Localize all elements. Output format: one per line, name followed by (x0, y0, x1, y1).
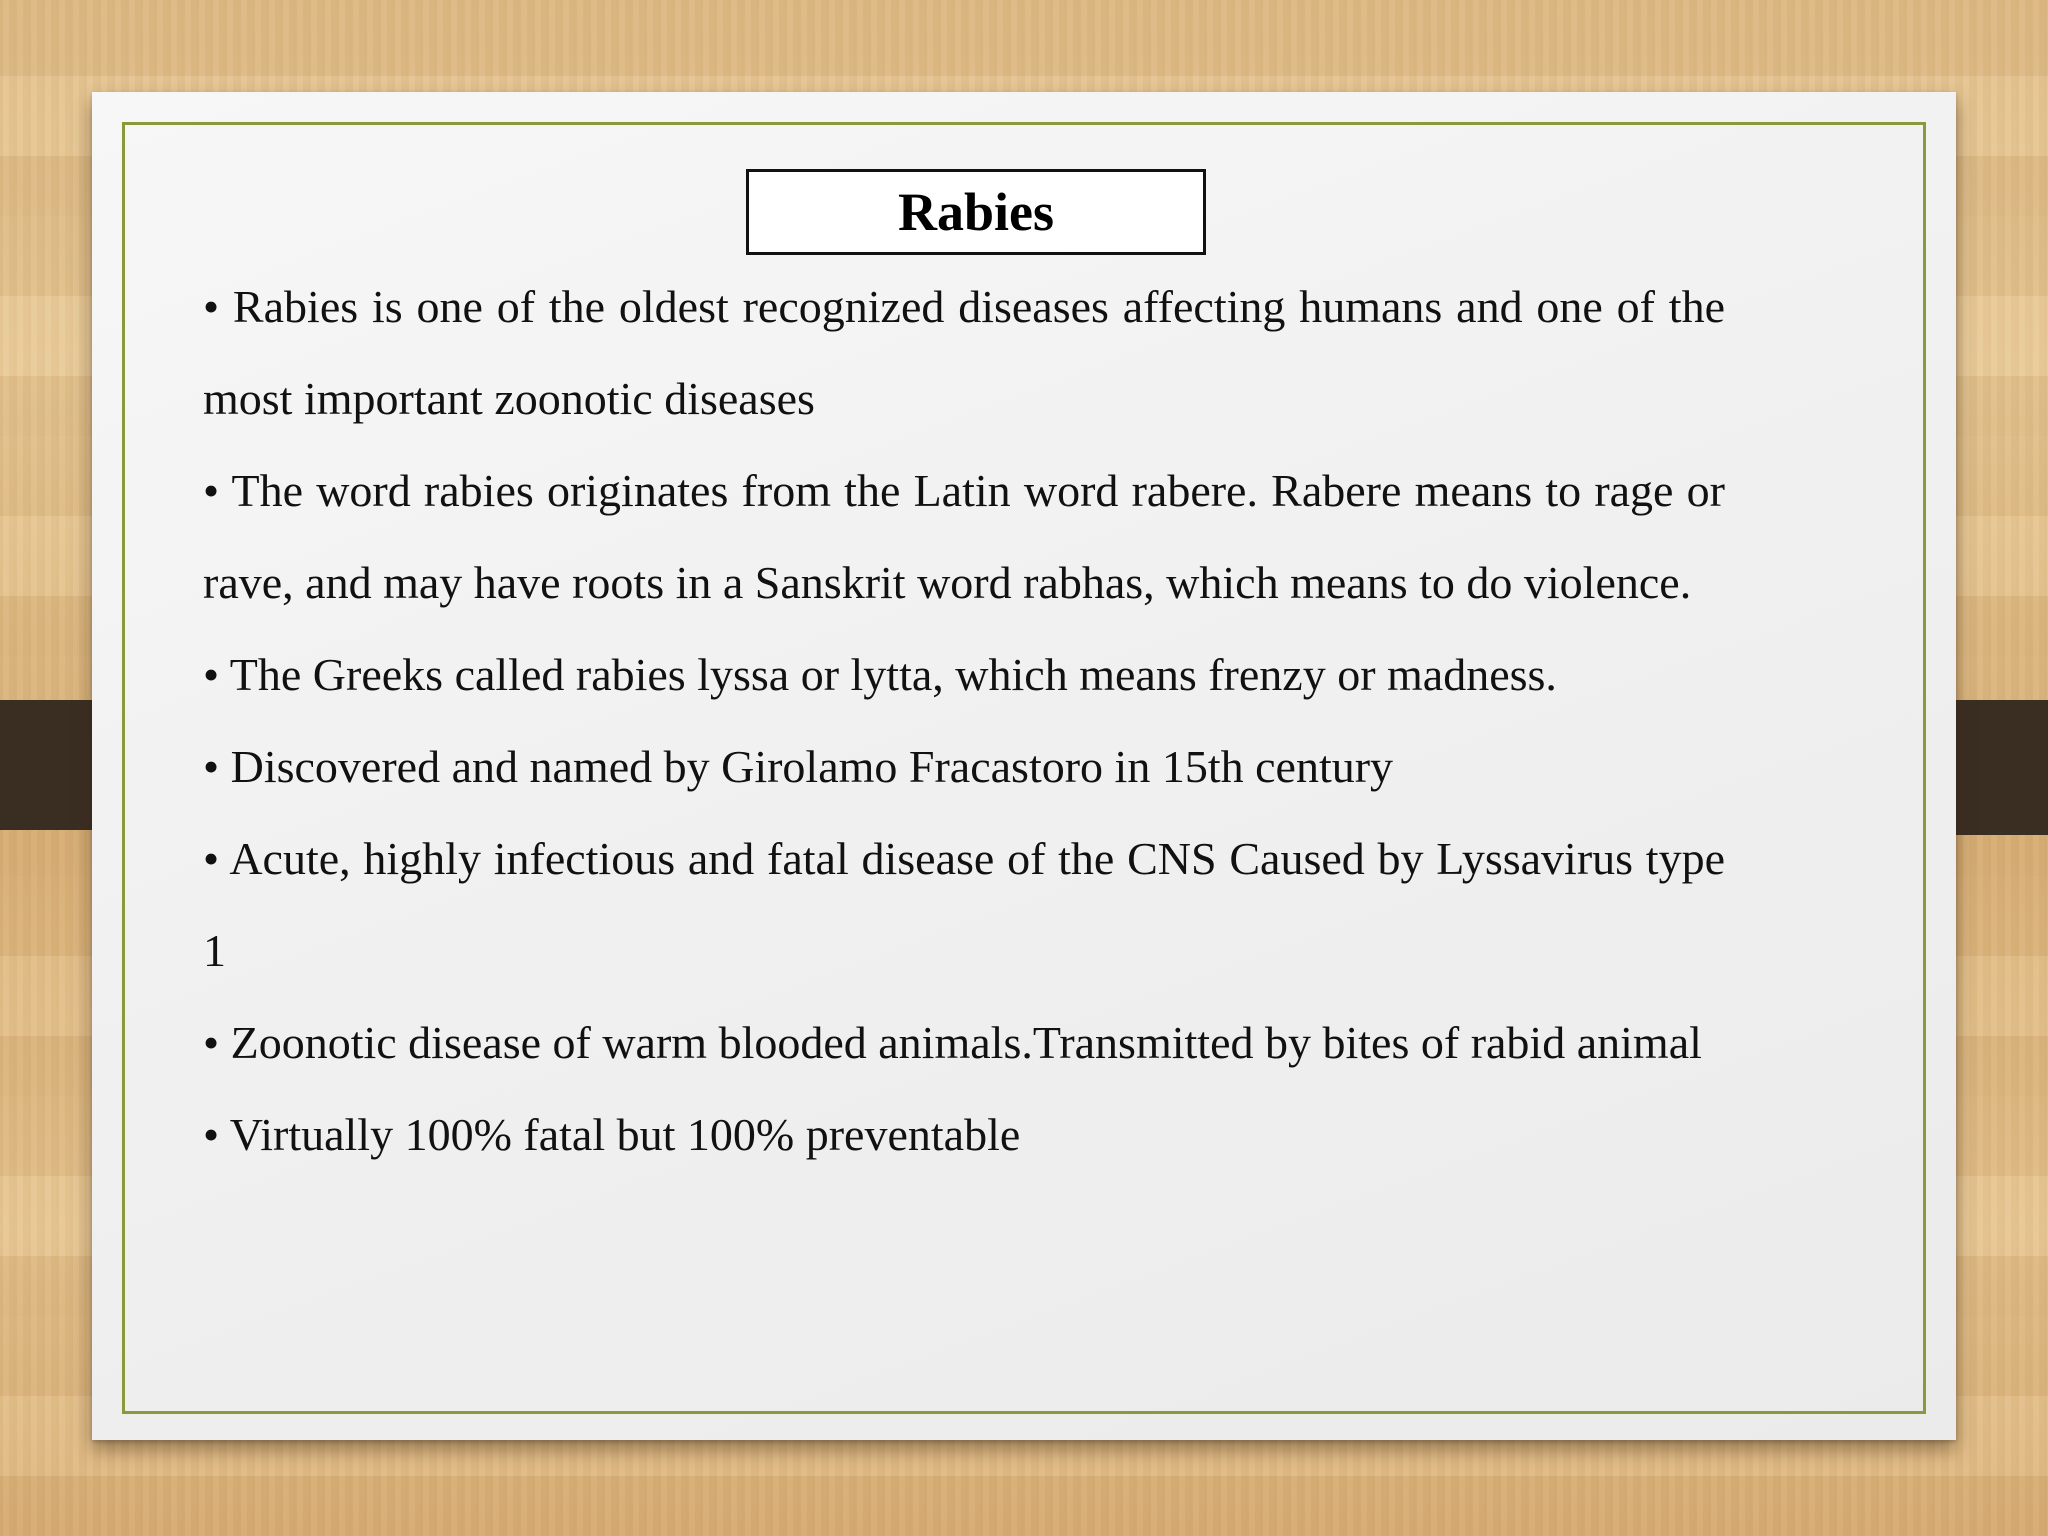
bullet-item: • The word rabies originates from the Latin word rabere. Rabere means to rage or rave, and may have roots in a Sanskrit word rabhas, which means to do violence. (203, 465, 1725, 608)
bullet-item: • Discovered and named by Girolamo Fracastoro in 15th century (203, 741, 1394, 792)
bullet-list (203, 261, 1725, 1181)
bullet-item: • Rabies is one of the oldest recognized diseases affecting humans and one of the most important zoonotic diseases (203, 281, 1725, 424)
bullet-item: • Acute, highly infectious and fatal disease of the CNS Caused by Lyssavirus type 1 (203, 833, 1725, 976)
slide-frame (122, 122, 1926, 1414)
bullet-item: • The Greeks called rabies lyssa or lytta, which means frenzy or madness. (203, 649, 1557, 700)
title-box (746, 169, 1206, 255)
slide-paper (92, 92, 1956, 1440)
slide-title: Rabies (897, 182, 1054, 242)
bullet-item: • Virtually 100% fatal but 100% preventable (203, 1109, 1021, 1160)
bullet-item: • Zoonotic disease of warm blooded animals.Transmitted by bites of rabid animal (203, 1017, 1702, 1068)
